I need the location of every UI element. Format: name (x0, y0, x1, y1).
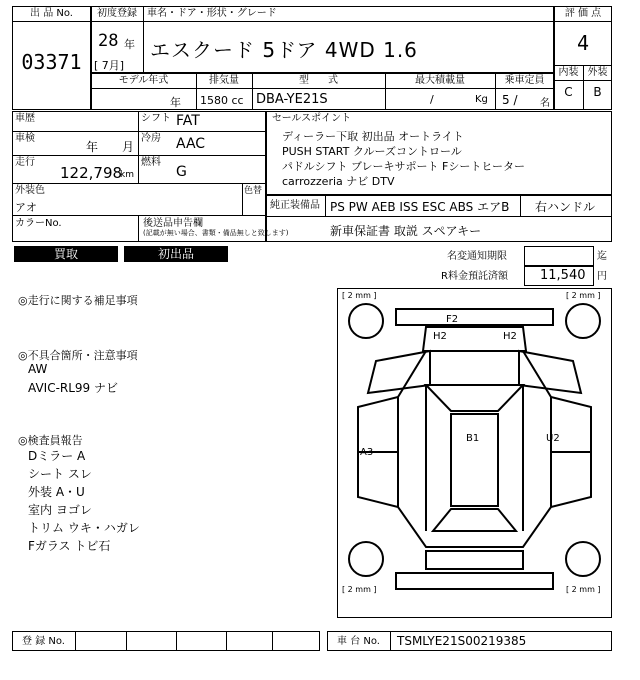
warranty-value: 新車保証書 取説 スペアキー (330, 224, 482, 238)
inspection-label: 車検 (15, 133, 35, 144)
equipment-value: PS PW AEB ISS ESC ABS エアB (330, 200, 510, 214)
after-parts-label: 後送品申告欄 (143, 218, 203, 229)
ac-value: AAC (176, 136, 206, 152)
car-diagram (337, 288, 612, 618)
load-label: 最大積載量 (415, 75, 465, 86)
reg-year: 28 (98, 31, 119, 51)
deadline-unit: 迄 (597, 251, 607, 262)
seats-value: 5 / (502, 93, 518, 107)
reg-month: [ 7月] (94, 59, 125, 72)
year-unit: 年 (124, 38, 135, 51)
deadline-label: 名変通知期限 (447, 251, 507, 262)
buy-label: 買取 (14, 246, 118, 262)
defect-line-2: AVIC-RL99 ナビ (28, 381, 119, 395)
driving-notes-title: ◎走行に関する補足事項 (18, 294, 138, 307)
sales-line-3: パドルシフト ブレーキサポート Fシートヒーター (282, 160, 525, 173)
tire-rl-depth: [ 2 mm ] (342, 585, 377, 594)
sales-points-label: セールスポイント (272, 113, 352, 124)
seats-unit: 名 (540, 98, 550, 109)
chassis-value: TSMLYE21S00219385 (397, 634, 527, 648)
defect-line-1: AW (28, 362, 48, 376)
first-listing-label: 初出品 (124, 246, 228, 262)
sales-line-4: carrozzeria ナビ DTV (282, 175, 395, 188)
recycle-unit: 円 (597, 271, 607, 282)
exterior-label: 外装 (587, 67, 608, 78)
inspector-line-3: 外装 A・U (28, 485, 85, 499)
inspector-line-4: 室内 ヨゴレ (28, 503, 92, 517)
inspector-line-5: トリム ウキ・ハガレ (28, 521, 140, 535)
sales-line-1: ディーラー下取 初出品 オートライト (282, 130, 464, 143)
inspector-line-2: シート スレ (28, 467, 92, 481)
mileage-value: 122,798 (60, 164, 123, 182)
car-name: エスクード 5ドア 4WD 1.6 (150, 38, 418, 62)
mileage-label: 走行 (15, 157, 35, 168)
model-year-label: モデル年式 (118, 75, 169, 86)
recycle-value: 11,540 (540, 268, 586, 283)
lot-number: 03371 (21, 50, 82, 74)
load-unit: Kg (475, 94, 488, 105)
mark-b1: B1 (466, 433, 480, 444)
history-label: 車歴 (15, 113, 35, 124)
tire-fl-depth: [ 2 mm ] (342, 291, 377, 300)
shift-value: FAT (176, 113, 200, 129)
displacement-label: 排気量 (209, 75, 239, 86)
ext-color-value: アオ (15, 201, 37, 214)
fuel-value: G (176, 164, 187, 180)
model-year-unit: 年 (170, 96, 181, 109)
type-value: DBA-YE21S (256, 92, 328, 107)
score-label: 評 価 点 (564, 8, 602, 19)
mark-u2: U2 (546, 433, 560, 444)
tire-rear-right (566, 542, 600, 576)
reg-label: 初度登録 (97, 8, 137, 19)
mark-a3: A3 (360, 447, 374, 458)
car-name-label: 車名・ドア・形状・グレード (147, 8, 277, 19)
interior-grade: C (564, 85, 573, 99)
color-change-label: 色替 (244, 186, 263, 196)
tire-fr-depth: [ 2 mm ] (566, 291, 601, 300)
tire-front-left (349, 304, 383, 338)
ext-color-label: 外装色 (15, 185, 45, 196)
chassis-label: 車 台 No. (337, 636, 380, 647)
reg-no-label: 登 録 No. (22, 636, 65, 647)
exterior-grade: B (593, 85, 602, 99)
sales-line-2: PUSH START クルーズコントロール (282, 145, 462, 158)
car-outline-drawing (338, 289, 611, 617)
inspection-year-unit: 年 (86, 140, 99, 154)
recycle-label: R料金預託済額 (441, 271, 508, 282)
fuel-label: 燃料 (141, 157, 161, 168)
type-label: 型 式 (298, 75, 339, 86)
mark-h2-right: H2 (503, 331, 517, 342)
deadline-box (524, 246, 594, 266)
after-parts-note: (記載が無い場合、書類・備品無しと致します) (143, 229, 289, 237)
load-value: / (430, 93, 434, 106)
mileage-unit: km (120, 170, 134, 180)
shift-label: シフト (141, 113, 171, 124)
inspector-line-1: Dミラー A (28, 449, 86, 463)
inspector-title: ◎検査員報告 (18, 434, 83, 447)
equipment-label: 純正装備品 (270, 200, 320, 211)
mark-h2-left: H2 (433, 331, 447, 342)
mark-f2: F2 (446, 314, 459, 325)
inspection-month-unit: 月 (122, 140, 135, 154)
color-no-label: カラーNo. (15, 218, 62, 229)
tire-rear-left (349, 542, 383, 576)
score-value: 4 (576, 31, 590, 55)
interior-label: 内装 (558, 67, 579, 78)
tire-rr-depth: [ 2 mm ] (566, 585, 601, 594)
displacement-value: 1580 cc (200, 94, 244, 107)
defect-notes-title: ◎不具合箇所・注意事項 (18, 349, 138, 362)
steering-value: 右ハンドル (535, 200, 596, 214)
inspector-line-6: Fガラス トビ石 (28, 539, 111, 553)
seats-label: 乗車定員 (504, 75, 545, 86)
lot-label: 出 品 No. (30, 8, 73, 19)
ac-label: 冷房 (141, 133, 161, 144)
tire-front-right (566, 304, 600, 338)
